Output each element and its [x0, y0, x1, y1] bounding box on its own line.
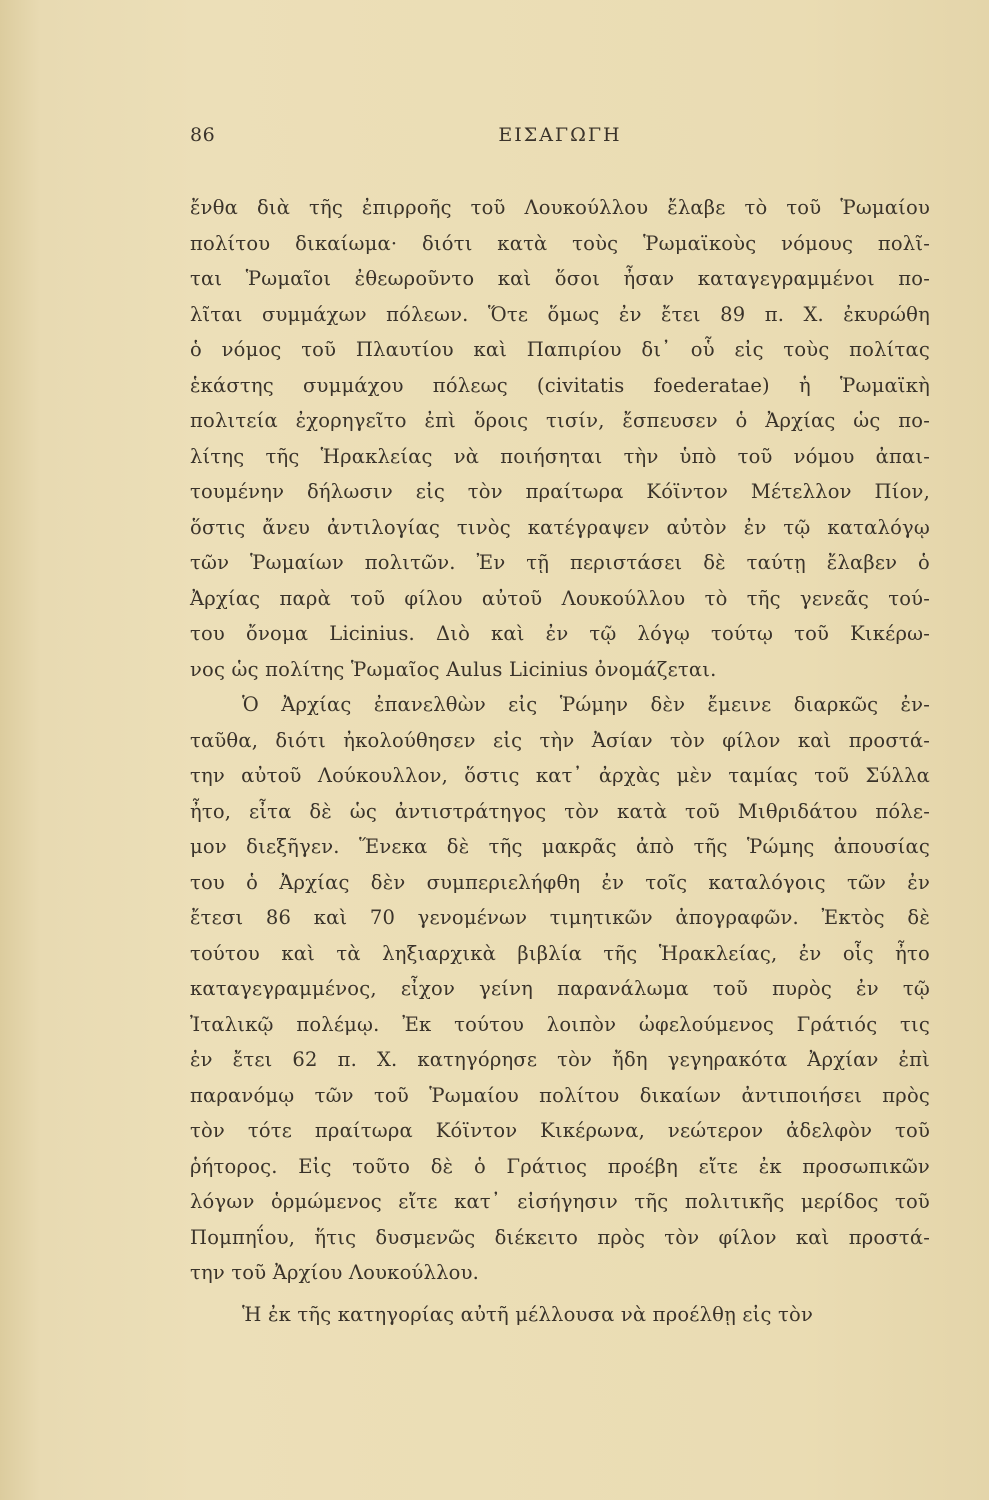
text-line: του ὄνομα Licinius. Διὸ καὶ ἐν τῷ λόγῳ τούτῳ τοῦ Κικέρω-: [190, 622, 930, 645]
text-line: Ἀρχίας παρὰ τοῦ φίλου αὐτοῦ Λουκούλλου τὸ τῆς γενεᾶς τού-: [190, 586, 930, 610]
text-line: τουμένην δήλωσιν εἰς τὸν πραίτωρα Κόϊντον Μέτελλον Πίον,: [190, 480, 930, 503]
text-line: την αὐτοῦ Λούκουλλον, ὅστις κατ᾽ ἀρχὰς μὲν ταμίας τοῦ Σύλλα: [190, 764, 930, 787]
page-header: [190, 124, 930, 156]
paragraph-first-line: Ὁ Ἀρχίας ἐπανελθὼν εἰς Ῥώμην δὲν ἔμεινε διαρκῶς ἐν-: [242, 693, 930, 716]
text-line: ἔτεσι 86 καὶ 70 γενομένων τιμητικῶν ἀπογραφῶν. Ἐκτὸς δὲ: [190, 906, 930, 929]
text-line: ὁ νόμος τοῦ Πλαυτίου καὶ Παπιρίου δι᾽ οὗ εἰς τοὺς πολίτας: [190, 338, 930, 361]
text-line: ἑκάστης συμμάχου πόλεως (civitatis foederatae) ἡ Ῥωμαϊκὴ: [190, 373, 930, 397]
text-line: μον διεξῆγεν. Ἕνεκα δὲ τῆς μακρᾶς ἀπὸ τῆς Ῥώμης ἀπουσίας: [190, 835, 930, 858]
body-text: [190, 190, 930, 1332]
text-line: τὸν τότε πραίτωρα Κόϊντον Κικέρωνα, νεώτερον ἀδελφὸν τοῦ: [190, 1119, 930, 1142]
text-line: Ἰταλικῷ πολέμῳ. Ἐκ τούτου λοιπὸν ὠφελούμενος Γράτιός τις: [190, 1012, 930, 1036]
text-line: Πομπηΐου, ἥτις δυσμενῶς διέκειτο πρὸς τὸν φίλον καὶ προστά-: [190, 1225, 930, 1249]
text-line: λῖται συμμάχων πόλεων. Ὅτε ὅμως ἐν ἔτει 89 π. Χ. ἐκυρώθη: [190, 302, 930, 326]
text-line: παρανόμῳ τῶν τοῦ Ῥωμαίου πολίτου δικαίων ἀντιποιήσει πρὸς: [190, 1083, 930, 1107]
text-line: τούτου καὶ τὰ ληξιαρχικὰ βιβλία τῆς Ἡρακλείας, ἐν οἷς ἦτο: [190, 941, 930, 965]
text-line: την τοῦ Ἀρχίου Λουκούλλου.: [190, 1261, 480, 1284]
text-line: πολίτου δικαίωμα· διότι κατὰ τοὺς Ῥωμαϊκοὺς νόμους πολῖ-: [190, 231, 930, 255]
text-line: τῶν Ῥωμαίων πολιτῶν. Ἐν τῇ περιστάσει δὲ ταύτῃ ἔλαβεν ὁ: [190, 551, 930, 574]
text-line: του ὁ Ἀρχίας δὲν συμπεριελήφθη ἐν τοῖς καταλόγοις τῶν ἐν: [190, 870, 930, 894]
text-line: πολιτεία ἐχορηγεῖτο ἐπὶ ὅροις τισίν, ἔσπευσεν ὁ Ἀρχίας ὡς πο-: [190, 409, 930, 432]
text-line: ται Ῥωμαῖοι ἐθεωροῦντο καὶ ὅσοι ἦσαν καταγεγραμμένοι πο-: [190, 267, 930, 290]
running-head: ΕΙΣΑΓΩΓΗ: [498, 124, 622, 146]
text-line: ῥήτορος. Εἰς τοῦτο δὲ ὁ Γράτιος προέβη εἴτε ἐκ προσωπικῶν: [190, 1154, 930, 1178]
text-line: λίτης τῆς Ἡρακλείας νὰ ποιήσηται τὴν ὑπὸ τοῦ νόμου ἀπαι-: [190, 444, 930, 468]
text-line: ἐν ἔτει 62 π. Χ. κατηγόρησε τὸν ἤδη γεγηρακότα Ἀρχίαν ἐπὶ: [190, 1048, 930, 1071]
text-line: λόγων ὁρμώμενος εἴτε κατ᾽ εἰσήγησιν τῆς πολιτικῆς μερίδος τοῦ: [190, 1190, 930, 1213]
text-line: ἔνθα διὰ τῆς ἐπιρροῆς τοῦ Λουκούλλου ἔλαβε τὸ τοῦ Ῥωμαίου: [190, 196, 930, 219]
paragraph-first-line: Ἡ ἐκ τῆς κατηγορίας αὐτῆ μέλλουσα νὰ προέλθῃ εἰς τὸν: [242, 1302, 814, 1326]
page-number: 86: [190, 124, 216, 146]
text-line: ταῦθα, διότι ἠκολούθησεν εἰς τὴν Ἀσίαν τὸν φίλον καὶ προστά-: [190, 728, 930, 752]
text-line: ἦτο, εἶτα δὲ ὡς ἀντιστράτηγος τὸν κατὰ τοῦ Μιθριδάτου πόλε-: [190, 799, 930, 823]
text-line: νος ὡς πολίτης Ῥωμαῖος Aulus Licinius ὀνομάζεται.: [190, 657, 717, 681]
text-line: ὅστις ἄνευ ἀντιλογίας τινὸς κατέγραψεν αὐτὸν ἐν τῷ καταλόγῳ: [190, 515, 930, 539]
text-line: καταγεγραμμένος, εἶχον γείνη παρανάλωμα τοῦ πυρὸς ἐν τῷ: [190, 977, 930, 1000]
